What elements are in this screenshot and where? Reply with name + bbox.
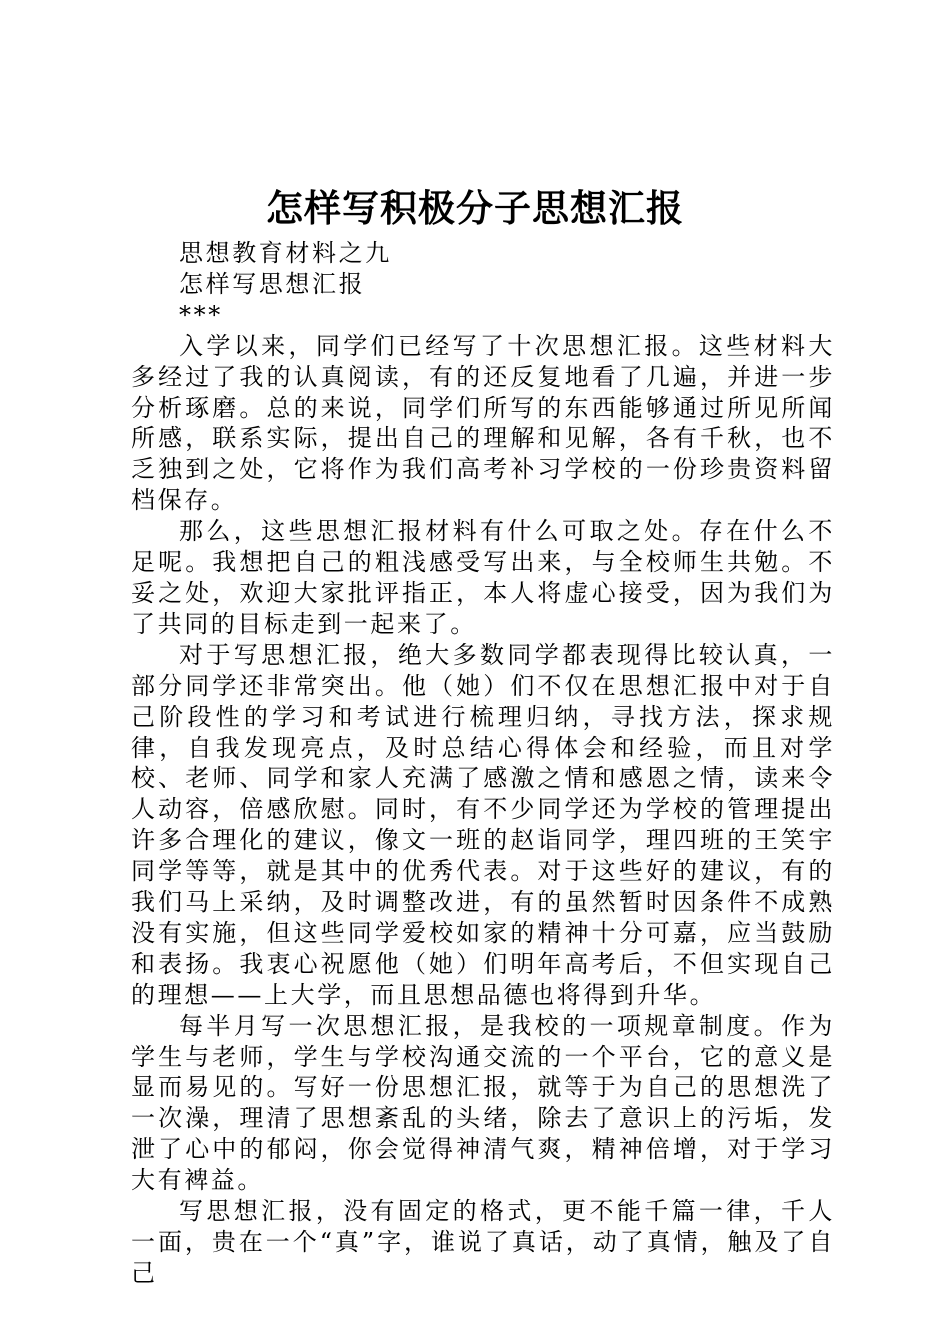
- document-body: [131, 238, 835, 1289]
- paragraph: 入学以来，同学们已经写了十次思想汇报。这些材料大多经过了我的认真阅读，有的还反复地看了几遍，并进一步分析琢磨。总的来说，同学们所写的东西能够通过所见所闻所感，联系实际，提出自己的理解和见解，各有千秋，也不乏独到之处，它将作为我们高考补习学校的一份珍贵资料留档保存。: [131, 331, 835, 515]
- section-separator: ***: [179, 300, 223, 329]
- paragraph: 对于写思想汇报，绝大多数同学都表现得比较认真，一部分同学还非常突出。他（她）们不仅在思想汇报中对于自己阶段性的学习和考试进行梳理归纳，寻找方法，探求规律，自我发现亮点，及时总结心得体会和经验，而且对学校、老师、同学和家人充满了感激之情和感恩之情，读来令人动容，倍感欣慰。同时，有不少同学还为学校的管理提出许多合理化的建议，像文一班的赵诣同学，理四班的王笑宇同学等等，就是其中的优秀代表。对于这些好的建议，有的我们马上采纳，及时调整改进，有的虽然暂时因条件不成熟没有实施，但这些同学爱校如家的精神十分可嘉，应当鼓励和表扬。我衷心祝愿他（她）们明年高考后，不但实现自己的理想——上大学，而且思想品德也将得到升华。: [131, 640, 835, 1009]
- paragraph: 写思想汇报，没有固定的格式，更不能千篇一律，千人一面，贵在一个“真”字，谁说了真话，动了真情，触及了自己: [131, 1197, 835, 1287]
- paragraph: 那么，这些思想汇报材料有什么可取之处。存在什么不足呢。我想把自己的粗浅感受写出来，与全校师生共勉。不妥之处，欢迎大家批评指正，本人将虚心接受，因为我们为了共同的目标走到一起来了。: [131, 517, 835, 638]
- paragraph: 每半月写一次思想汇报，是我校的一项规章制度。作为学生与老师，学生与学校沟通交流的一个平台，它的意义是显而易见的。写好一份思想汇报，就等于为自己的思想洗了一次澡，理清了思想紊乱的头绪，除去了意识上的污垢，发泄了心中的郁闷，你会觉得神清气爽，精神倍增，对于学习大有裨益。: [131, 1011, 835, 1195]
- subtitle-topic: 怎样写思想汇报: [179, 269, 366, 298]
- subtitle-series: 思想教育材料之九: [179, 239, 392, 267]
- document-title: 怎样写积极分子思想汇报: [266, 186, 684, 230]
